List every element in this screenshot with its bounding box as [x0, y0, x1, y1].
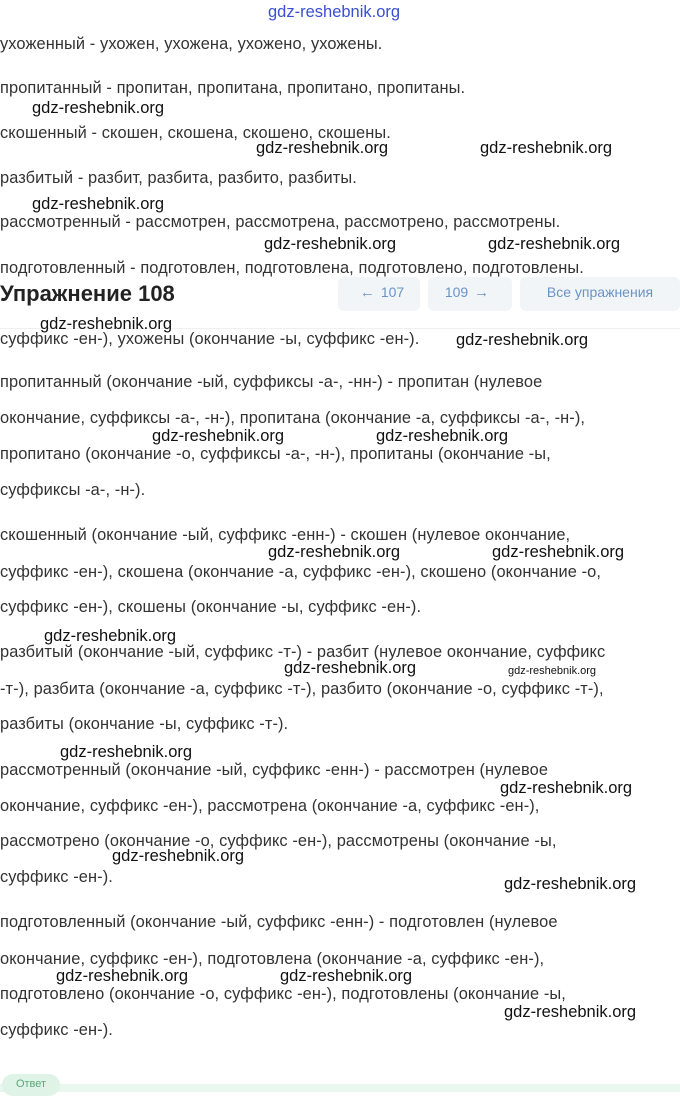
watermark: gdz-reshebnik.org	[280, 967, 413, 985]
watermark: gdz-reshebnik.org	[40, 315, 173, 333]
watermark: gdz-reshebnik.org	[284, 659, 417, 677]
watermark: gdz-reshebnik.org	[256, 139, 389, 157]
analysis-line: окончание, суффиксы -а-, -н-), пропитана (окончание -а, суффиксы -а-, -н-),	[0, 409, 586, 427]
analysis-line: разбиты (окончание -ы, суффикс -т-).	[0, 715, 289, 733]
watermark: gdz-reshebnik.org	[508, 665, 597, 677]
analysis-line: скошенный (окончание -ый, суффикс -енн-) - скошен (нулевое окончание,	[0, 526, 571, 544]
watermark: gdz-reshebnik.org	[44, 627, 177, 645]
watermark: gdz-reshebnik.org	[32, 195, 165, 213]
short-form-line: скошенный - скошен, скошена, скошено, скошены.	[0, 124, 391, 142]
watermark: gdz-reshebnik.org	[112, 847, 245, 865]
watermark: gdz-reshebnik.org	[504, 1003, 637, 1021]
analysis-line: окончание, суффикс -ен-), подготовлена (окончание -а, суффикс -ен-),	[0, 950, 545, 968]
watermark: gdz-reshebnik.org	[456, 331, 589, 349]
answer-tag[interactable]: Ответ	[2, 1074, 60, 1096]
short-form-line: разбитый - разбит, разбита, разбито, разбиты.	[0, 169, 357, 187]
watermark: gdz-reshebnik.org	[152, 427, 285, 445]
analysis-line: пропитано (окончание -о, суффиксы -а-, -н-), пропитаны (окончание -ы,	[0, 445, 551, 463]
next-exercise-button[interactable]	[428, 277, 512, 311]
prev-exercise-button[interactable]	[338, 277, 420, 311]
watermark: gdz-reshebnik.org	[60, 743, 193, 761]
watermark: gdz-reshebnik.org	[376, 427, 509, 445]
analysis-line: суффикс -ен-), скошены (окончание -ы, суффикс -ен-).	[0, 598, 422, 616]
answer-section-strip	[0, 1084, 680, 1092]
next-exercise-label: 109	[444, 284, 469, 300]
arrow-left-icon: ←	[359, 284, 375, 301]
analysis-line: суффикс -ен-), ухожены (окончание -ы, суффикс -ен-).	[0, 330, 420, 348]
watermark-top: gdz-reshebnik.org	[268, 3, 401, 21]
analysis-line: разбитый (окончание -ый, суффикс -т-) - разбит (нулевое окончание, суффикс	[0, 643, 606, 661]
exercise-title: Упражнение 108	[0, 281, 175, 306]
analysis-line: суффикс -ен-), скошена (окончание -а, суффикс -ен-), скошено (окончание -о,	[0, 563, 602, 581]
short-form-line: рассмотренный - рассмотрен, рассмотрена, рассмотрено, рассмотрены.	[0, 213, 561, 231]
watermark: gdz-reshebnik.org	[504, 875, 637, 893]
watermark: gdz-reshebnik.org	[480, 139, 613, 157]
analysis-line: окончание, суффикс -ен-), рассмотрена (окончание -а, суффикс -ен-),	[0, 797, 540, 815]
watermark: gdz-reshebnik.org	[488, 235, 621, 253]
analysis-line: подготовлено (окончание -о, суффикс -ен-), подготовлены (окончание -ы,	[0, 985, 566, 1003]
watermark: gdz-reshebnik.org	[264, 235, 397, 253]
short-form-line: ухоженный - ухожен, ухожена, ухожено, ухожены.	[0, 35, 383, 53]
analysis-line: суффикс -ен-).	[0, 1021, 113, 1039]
short-form-line: подготовленный - подготовлен, подготовлена, подготовлено, подготовлены.	[0, 259, 584, 277]
all-exercises-button[interactable]: Все упражнения	[520, 277, 680, 311]
analysis-line: пропитанный (окончание -ый, суффиксы -а-, -нн-) - пропитан (нулевое	[0, 373, 543, 391]
watermark: gdz-reshebnik.org	[500, 779, 633, 797]
watermark: gdz-reshebnik.org	[32, 99, 165, 117]
analysis-line: рассмотрено (окончание -о, суффикс -ен-), рассмотрены (окончание -ы,	[0, 832, 557, 850]
short-form-line: пропитанный - пропитан, пропитана, пропитано, пропитаны.	[0, 79, 466, 97]
arrow-right-icon: →	[474, 284, 490, 301]
prev-exercise-label: 107	[380, 284, 405, 300]
analysis-line: рассмотренный (окончание -ый, суффикс -енн-) - рассмотрен (нулевое	[0, 761, 549, 779]
watermark: gdz-reshebnik.org	[268, 543, 401, 561]
watermark: gdz-reshebnik.org	[492, 543, 625, 561]
analysis-line: суффиксы -а-, -н-).	[0, 481, 146, 499]
analysis-line: суффикс -ен-).	[0, 868, 113, 886]
watermark: gdz-reshebnik.org	[56, 967, 189, 985]
analysis-line: -т-), разбита (окончание -а, суффикс -т-), разбито (окончание -о, суффикс -т-),	[0, 680, 604, 698]
analysis-line: подготовленный (окончание -ый, суффикс -енн-) - подготовлен (нулевое	[0, 913, 558, 931]
